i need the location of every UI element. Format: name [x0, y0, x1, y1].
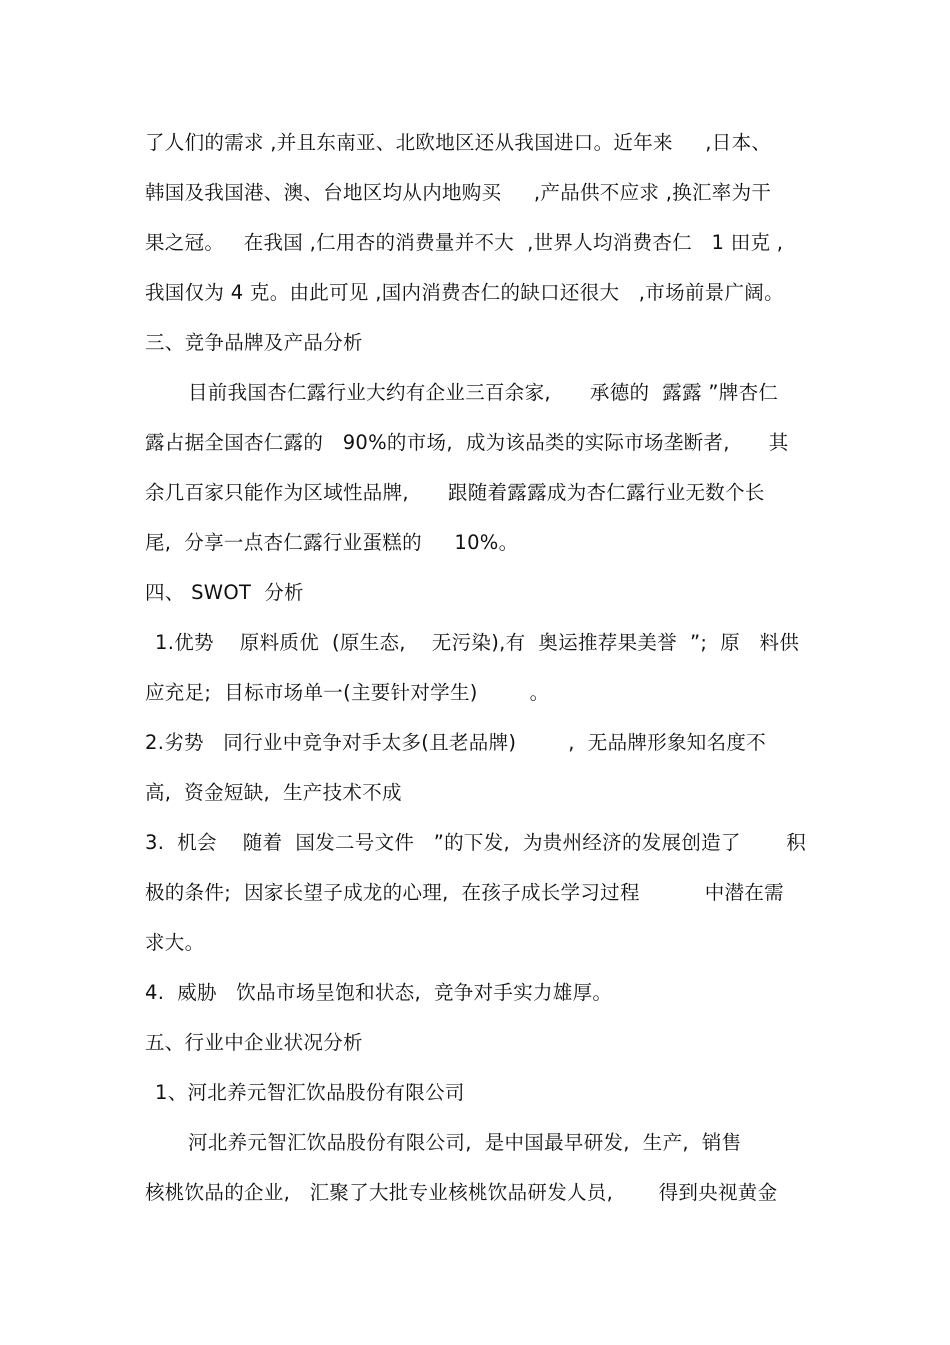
paragraph-line: 我国仅为 4 克。由此可见 ,国内消费杏仁的缺口还很大 ,市场前景广阔。: [145, 281, 784, 304]
list-item: 3. 机会 随着 国发二号文件 ”的下发, 为贵州经济的发展创造了 积: [145, 831, 807, 854]
paragraph-line: 果之冠。 在我国 ,仁用杏的消费量并不大 ,世界人均消费杏仁 1 田克 ,: [145, 231, 784, 254]
list-item: 4. 威胁 饮品市场呈饱和状态, 竞争对手实力雄厚。: [145, 981, 613, 1004]
paragraph-line: 核桃饮品的企业, 汇聚了大批专业核桃饮品研发人员, 得到央视黄金: [145, 1181, 778, 1204]
paragraph-line: 应充足; 目标市场单一(主要针对学生) 。: [145, 681, 550, 704]
paragraph-line: 极的条件; 因家长望子成龙的心理, 在孩子成长学习过程 中潜在需: [145, 881, 784, 904]
subsection-heading: 1、河北养元智汇饮品股份有限公司: [155, 1081, 465, 1104]
paragraph-line: 河北养元智汇饮品股份有限公司, 是中国最早研发, 生产, 销售: [188, 1131, 742, 1154]
list-item: 2.劣势 同行业中竞争对手太多(且老品牌) , 无品牌形象知名度不: [145, 731, 766, 754]
paragraph-line: 露占据全国杏仁露的 90%的市场, 成为该品类的实际市场垄断者, 其: [145, 431, 789, 454]
paragraph-line: 了人们的需求 ,并且东南亚、北欧地区还从我国进口。近年来 ,日本、: [145, 131, 772, 154]
paragraph-line: 高, 资金短缺, 生产技术不成: [145, 781, 402, 804]
paragraph-line: 尾, 分享一点杏仁露行业蛋糕的 10%。: [145, 531, 519, 554]
paragraph-line: 求大。: [145, 931, 205, 954]
section-heading: 四、 SWOT 分析: [145, 581, 304, 604]
paragraph-line: 余几百家只能作为区域性品牌, 跟随着露露成为杏仁露行业无数个长: [145, 481, 765, 504]
section-heading: 五、行业中企业状况分析: [145, 1031, 363, 1054]
section-heading: 三、竞争品牌及产品分析: [145, 331, 363, 354]
list-item: 1.优势 原料质优 (原生态, 无污染),有 奥运推荐果美誉 ”; 原 料供: [155, 631, 800, 654]
paragraph-line: 韩国及我国港、澳、台地区均从内地购买 ,产品供不应求 ,换汇率为干: [145, 181, 772, 204]
paragraph-line: 目前我国杏仁露行业大约有企业三百余家, 承德的 露露 ”牌杏仁: [188, 381, 779, 404]
